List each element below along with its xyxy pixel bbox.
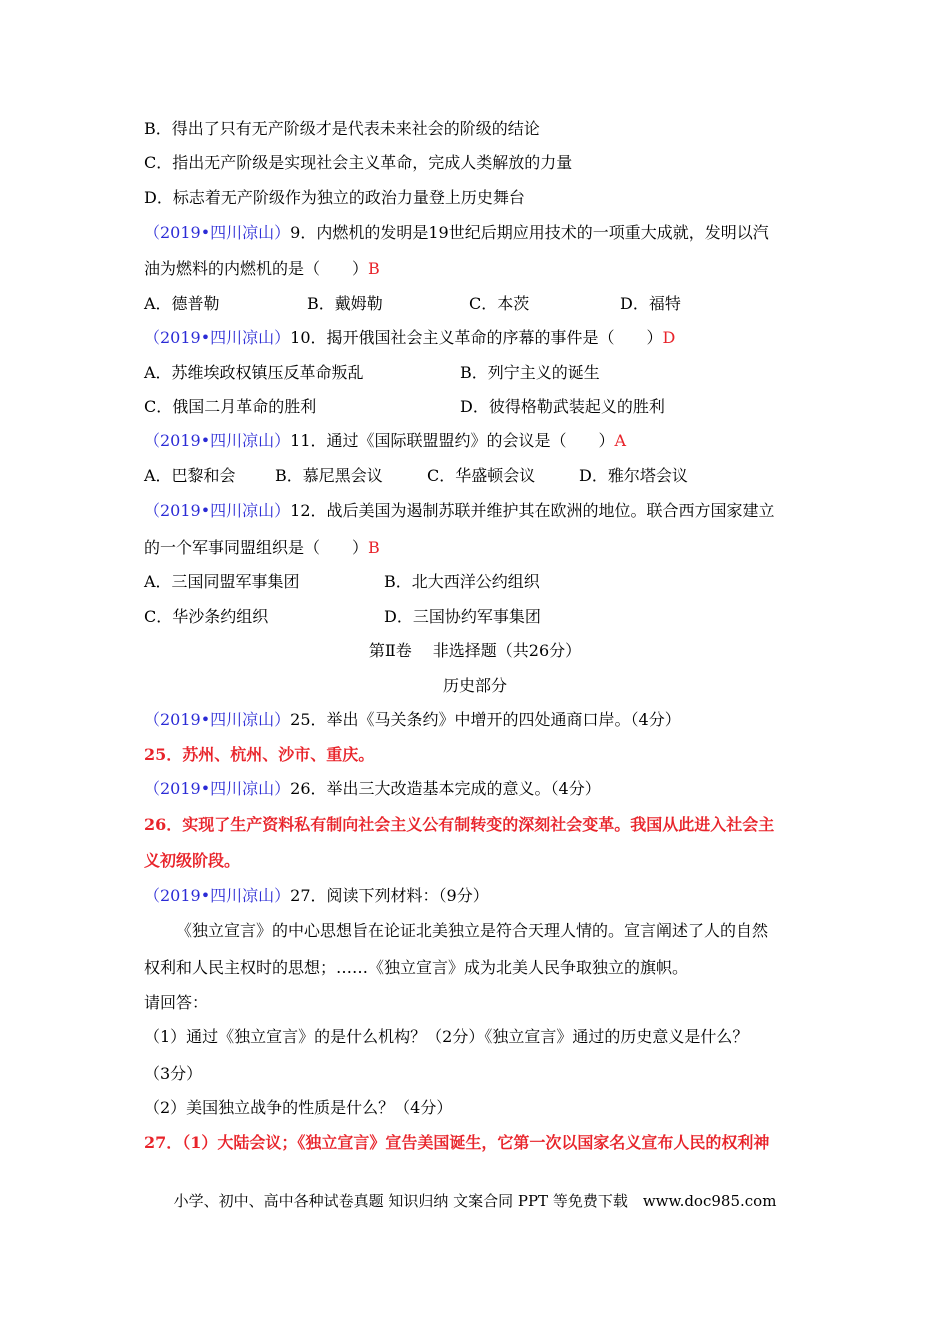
q10-options-cd: C．俄国二月革命的胜利 D．彼得格勒武装起义的胜利 bbox=[144, 397, 665, 416]
section-title: 第Ⅱ卷 非选择题（共26分） bbox=[368, 641, 582, 660]
q11-answer: A bbox=[614, 431, 627, 450]
q26-stem: （2019•四川凉山）26．举出三大改造基本完成的意义。（4分） bbox=[144, 779, 601, 798]
q27-source: （2019•四川凉山） bbox=[144, 886, 291, 905]
q26-answer-line2: 义初级阶段。 bbox=[144, 851, 241, 870]
q26-answer-line1: 26．实现了生产资料私有制向社会主义公有制转变的深刻社会变革。我国从此进入社会主 bbox=[144, 815, 775, 834]
page-footer: 小学、初中、高中各种试卷真题 知识归纳 文案合同 PPT 等免费下载 www.doc985.com bbox=[173, 1192, 777, 1210]
q9-stem-line1: （2019•四川凉山）9．内燃机的发明是19世纪后期应用技术的一项重大成就，发明以汽 bbox=[144, 223, 769, 242]
q25-source: （2019•四川凉山） bbox=[144, 710, 291, 729]
q9-source: （2019•四川凉山） bbox=[144, 223, 291, 242]
q9-options: A．德普勒 B．戴姆勒 C．本茨 D．福特 bbox=[144, 294, 681, 313]
q10-answer: D bbox=[662, 328, 676, 347]
q25-answer: 25．苏州、杭州、沙市、重庆。 bbox=[144, 745, 375, 764]
q12-options-cd: C．华沙条约组织 D．三国协约军事集团 bbox=[144, 607, 541, 626]
q12-source: （2019•四川凉山） bbox=[144, 501, 291, 520]
q8-option-d: D．标志着无产阶级作为独立的政治力量登上历史舞台 bbox=[144, 188, 525, 207]
q10-source: （2019•四川凉山） bbox=[144, 328, 291, 347]
q11-source: （2019•四川凉山） bbox=[144, 431, 291, 450]
q27-sub1-line1: （1）通过《独立宣言》的是什么机构？（2分）《独立宣言》通过的历史意义是什么？ bbox=[144, 1027, 749, 1046]
section-subtitle: 历史部分 bbox=[442, 676, 507, 695]
q27-sub1-line2: （3分） bbox=[144, 1064, 203, 1083]
q11-stem: （2019•四川凉山）11．通过《国际联盟盟约》的会议是（ ）A bbox=[144, 431, 627, 450]
q27-prompt: 请回答： bbox=[144, 993, 209, 1012]
q27-stem: （2019•四川凉山）27．阅读下列材料：（9分） bbox=[144, 886, 489, 905]
q8-option-b: B．得出了只有无产阶级才是代表未来社会的阶级的结论 bbox=[144, 119, 540, 138]
q10-options-ab: A．苏维埃政权镇压反革命叛乱 B．列宁主义的诞生 bbox=[144, 363, 600, 382]
q11-options: A．巴黎和会 B．慕尼黑会议 C．华盛顿会议 D．雅尔塔会议 bbox=[144, 466, 688, 485]
q12-stem-line2: 的一个军事同盟组织是（ ）B bbox=[144, 538, 380, 557]
q9-answer: B bbox=[368, 259, 380, 278]
q12-stem-line1: （2019•四川凉山）12．战后美国为遏制苏联并维护其在欧洲的地位。联合西方国家建立 bbox=[144, 501, 775, 520]
q12-options-ab: A．三国同盟军事集团 B．北大西洋公约组织 bbox=[144, 572, 540, 591]
q27-sub2: （2）美国独立战争的性质是什么？（4分） bbox=[144, 1098, 453, 1117]
q27-answer-line1: 27．（1）大陆会议；《独立宣言》宣告美国诞生，它第一次以国家名义宣布人民的权利神 bbox=[144, 1133, 770, 1152]
q25-stem: （2019•四川凉山）25．举出《马关条约》中增开的四处通商口岸。（4分） bbox=[144, 710, 681, 729]
q27-material-line2: 权利和人民主权时的思想；……《独立宣言》成为北美人民争取独立的旗帜。 bbox=[144, 958, 689, 977]
q10-stem: （2019•四川凉山）10．揭开俄国社会主义革命的序幕的事件是（ ）D bbox=[144, 328, 676, 347]
q8-option-c: C．指出无产阶级是实现社会主义革命，完成人类解放的力量 bbox=[144, 153, 573, 172]
q26-source: （2019•四川凉山） bbox=[144, 779, 291, 798]
q9-stem-line2: 油为燃料的内燃机的是（ ）B bbox=[144, 259, 380, 278]
q27-material-line1: 《独立宣言》的中心思想旨在论证北美独立是符合天理人情的。宣言阐述了人的自然 bbox=[176, 921, 769, 940]
q12-answer: B bbox=[368, 538, 380, 557]
